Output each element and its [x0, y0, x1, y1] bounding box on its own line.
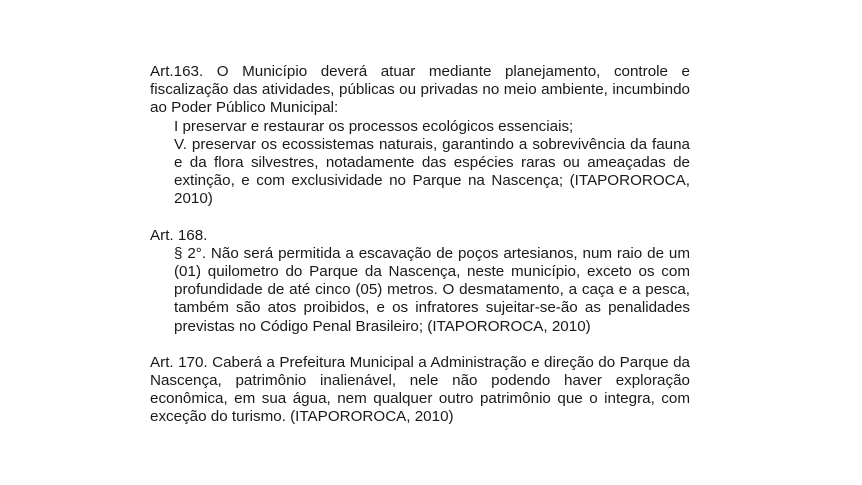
- article-170: [150, 354, 690, 427]
- article-163: [150, 63, 690, 209]
- document-page: [150, 63, 690, 445]
- article-168-heading: Art. 168.: [150, 226, 208, 244]
- article-168-paragraph-2: § 2°. Não será permitida a escavação de poços artesianos, num raio de um (01) quilometro do Parque da Nascença, neste município, exceto os com profundidade de até cinco (05) metros. O desmatamento, a caça e a pesca, também são atos proibidos, e os infratores sujeitar-se-ão as penalidades previstas no Código Penal Brasileiro; (ITAPOROROCA, 2010): [174, 244, 690, 335]
- article-170-text: Art. 170. Caberá a Prefeitura Municipal a Administração e direção do Parque da Nascença, patrimônio inalienável, nele não podendo haver exploração econômica, em sua água, nem qualquer outro patrimônio que o integra, com exceção do turismo. (ITAPOROROCA, 2010): [150, 353, 690, 426]
- article-163-heading: Art.163. O Município deverá atuar mediante planejamento, controle e fiscalização das atividades, públicas ou privadas no meio ambiente, incumbindo ao Poder Público Municipal:: [150, 63, 690, 117]
- article-168: [150, 227, 690, 336]
- article-163-item-i: I preservar e restaurar os processos ecológicos essenciais;: [174, 117, 574, 135]
- article-163-item-v: V. preservar os ecossistemas naturais, garantindo a sobrevivência da fauna e da flora silvestres, notadamente das espécies raras ou ameaçadas de extinção, e com exclusividade no Parque na Nascença; (ITAPOROROCA, 2010): [174, 135, 690, 208]
